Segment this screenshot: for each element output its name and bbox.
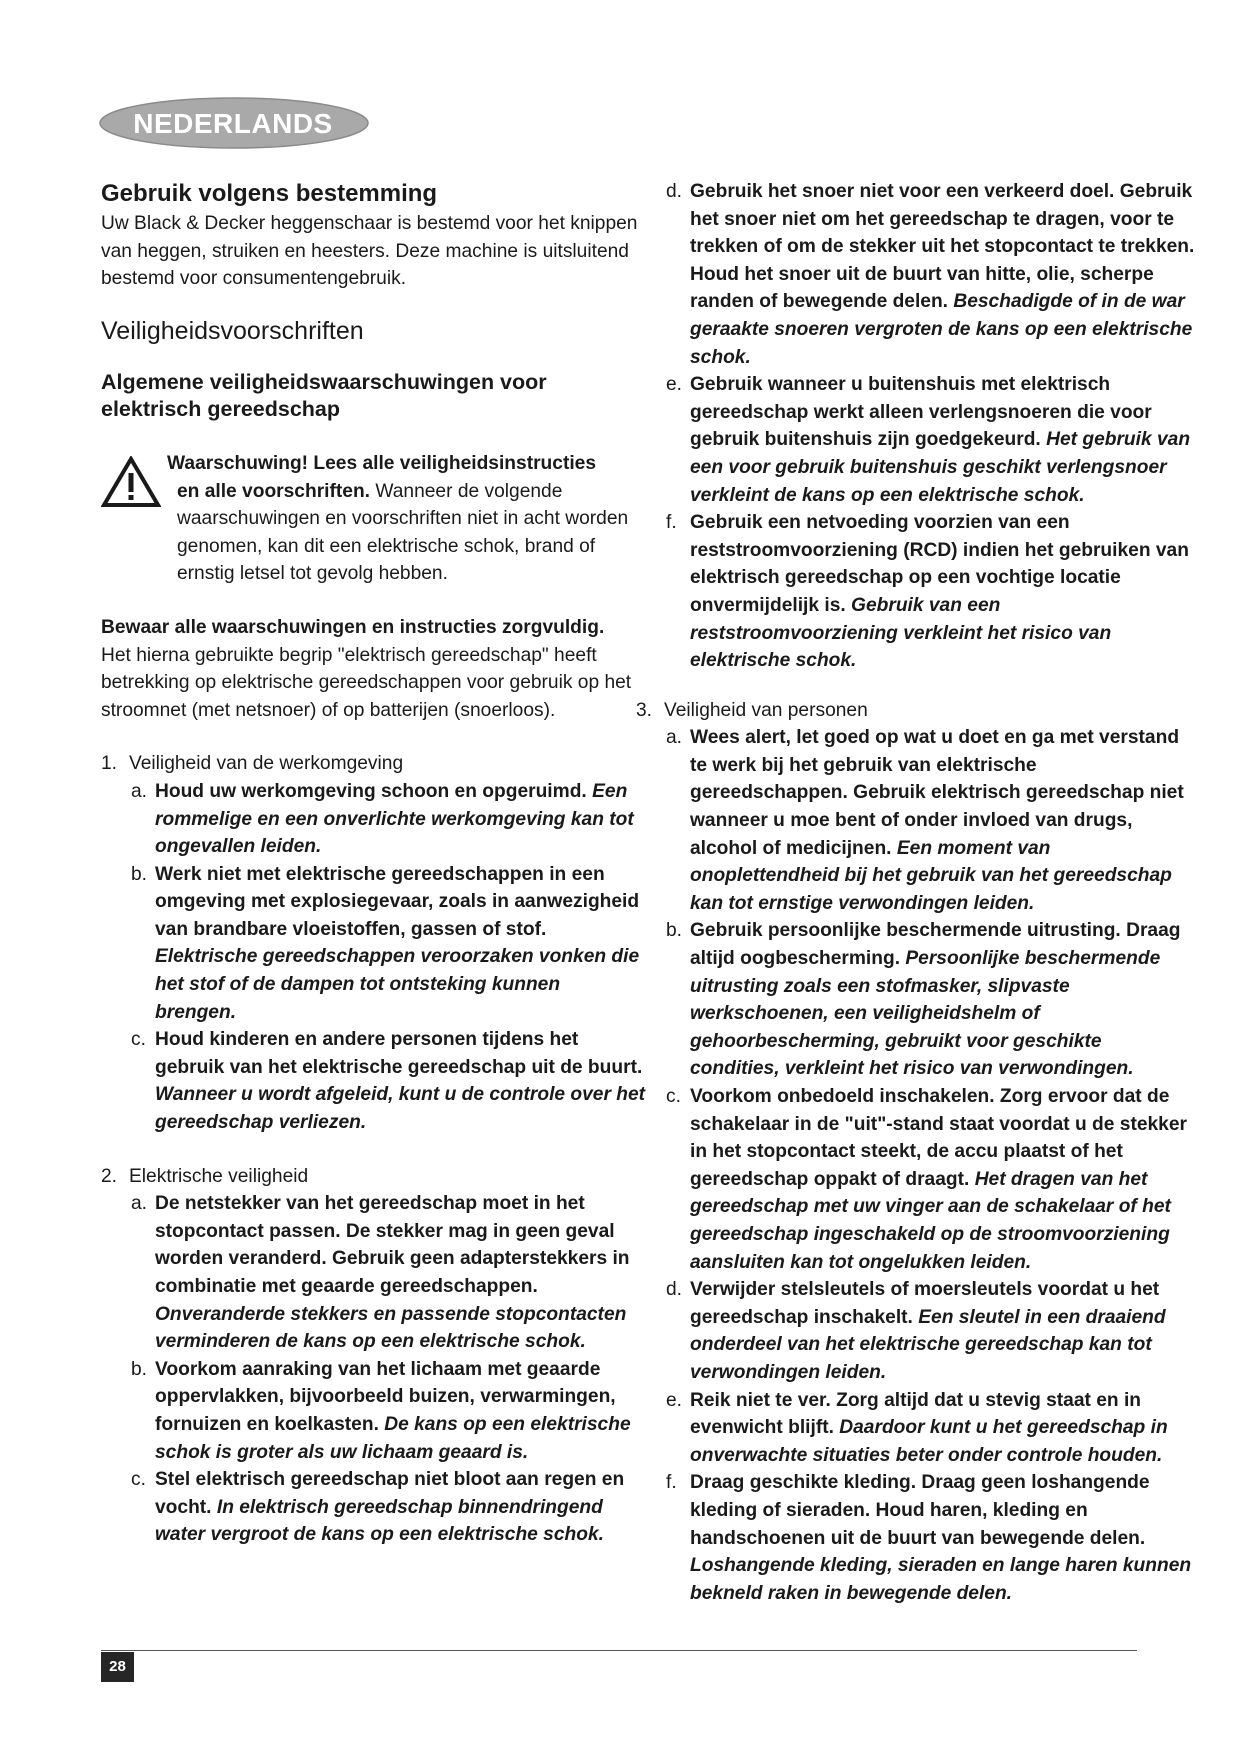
section-3-title: Veiligheid van personen — [664, 699, 868, 721]
item-label: c. — [666, 1086, 681, 1107]
page-number: 28 — [101, 1652, 134, 1682]
section-2-item-d — [636, 178, 1196, 371]
section-2-item-c — [101, 1466, 646, 1549]
item-bold: Stel elektrisch gereedschap niet bloot aan regen en vocht. — [155, 1469, 625, 1518]
item-italic: Persoonlijke beschermende uitrusting zoals een stofmasker, slipvaste werkschoenen, een veiligheidshelm of gehoorbescherming, gebruikt voor geschikte condities, verkleint het risico van verwondingen. — [690, 948, 1161, 1080]
right-column — [636, 178, 1196, 1607]
section-3-item-f — [636, 1469, 1196, 1607]
section-3 — [636, 697, 1196, 725]
section-1-item-a — [101, 778, 646, 861]
warning-bold-2: en alle voorschriften. — [177, 480, 370, 502]
left-column — [101, 178, 646, 1549]
section-3-item-d — [636, 1276, 1196, 1386]
item-bold: Verwijder stelsleutels of moersleutels voordat u het gereedschap inschakelt. — [690, 1279, 1160, 1328]
warning-normal: Wanneer de volgende waarschuwingen en voorschriften niet in acht worden genomen, kan dit een elektrische schok, brand of ernstig letsel tot gevolg hebben. — [177, 480, 629, 585]
item-italic: Wanneer u wordt afgeleid, kunt u de controle over het gereedschap verliezen. — [155, 1084, 646, 1134]
section-1-title: Veiligheid van de werkomgeving — [129, 753, 404, 775]
item-label: a. — [666, 727, 683, 749]
item-label: b. — [131, 863, 148, 885]
keep-instructions-bold: Bewaar alle waarschuwingen en instructies zorgvuldig. — [101, 616, 605, 638]
item-label: e. — [666, 374, 683, 396]
item-bold: Gebruik wanneer u buitenshuis met elektrisch gereedschap werkt alleen verlengsnoeren die voor gebruik buitenshuis zijn goedgekeurd. — [690, 374, 1152, 451]
item-bold: Voorkom onbedoeld inschakelen. Zorg ervoor dat de schakelaar in de "uit"-stand staat voordat u de stekker in het stopcontact steekt, de accu plaatst of het gereedschap oppakt of draagt. — [690, 1086, 1187, 1190]
item-bold: Gebruik een netvoeding voorzien van een reststroomvoorziening (RCD) indien het gebruiken van elektrisch gereedschap op een vochtige locatie onvermijdelijk is. — [690, 512, 1189, 616]
language-badge — [98, 96, 382, 156]
section-2-item-b — [101, 1356, 646, 1466]
warning-text — [167, 450, 646, 588]
item-label: d. — [666, 181, 683, 202]
section-1-item-c — [101, 1026, 646, 1136]
item-label: e. — [666, 1389, 683, 1411]
section-3-number: 3. — [636, 699, 653, 721]
item-bold: Wees alert, let goed op wat u doet en ga met verstand te werk bij het gebruik van elektrische gereedschappen. Gebruik elektrisch gereedschap niet wanneer u moe bent of onder invloed van drugs, alcohol of medicijnen. — [690, 727, 1184, 859]
item-italic: Daardoor kunt u het gereedschap in onverwachte situaties beter onder controle houden. — [690, 1417, 1168, 1466]
section-2 — [101, 1163, 646, 1191]
item-italic: Loshangende kleding, sieraden en lange haren kunnen bekneld raken in bewegende delen. — [690, 1555, 1192, 1604]
safety-title: Veiligheidsvoorschriften — [101, 316, 364, 345]
item-label: a. — [131, 1193, 148, 1215]
item-italic: In elektrisch gereedschap binnendringend water vergroot de kans op een elektrische schok. — [155, 1496, 604, 1546]
section-1-number: 1. — [101, 753, 118, 775]
section-3-item-a — [636, 724, 1196, 917]
item-italic: Een sleutel in een draaiend onderdeel van het elektrische gereedschap kan tot verwondingen leiden. — [690, 1306, 1166, 1383]
item-italic: Gebruik van een reststroomvoorziening verkleint het risico van elektrische schok. — [690, 594, 1112, 672]
section-3-item-e — [636, 1387, 1196, 1470]
section-3-item-b — [636, 917, 1196, 1083]
item-italic: De kans op een elektrische schok is groter als uw lichaam geaard is. — [155, 1413, 631, 1463]
warning-block — [101, 450, 646, 588]
item-bold: Reik niet te ver. Zorg altijd dat u stevig staat en in evenwicht blijft. — [690, 1389, 1142, 1439]
item-label: a. — [131, 780, 148, 802]
item-bold: Houd kinderen en andere personen tijdens het gebruik van het elektrische gereedschap uit de buurt. — [155, 1029, 643, 1078]
item-italic: Een rommelige en een onverlichte werkomgeving kan tot ongevallen leiden. — [155, 780, 634, 858]
item-bold: Draag geschikte kleding. Draag geen loshangende kleding of sieraden. Houd haren, kleding en handschoenen uit de buurt van bewegende delen. — [690, 1472, 1150, 1549]
section-2-item-a — [101, 1190, 646, 1356]
intended-use-text: Uw Black & Decker heggenschaar is bestemd voor het knippen van heggen, struiken en heesters. Deze machine is uitsluitend bestemd voor consumentengebruik. — [101, 213, 638, 290]
item-label: f. — [666, 512, 677, 534]
item-label: b. — [131, 1358, 148, 1380]
item-bold: Werk niet met elektrische gereedschappen in een omgeving met explosiegevaar, zoals in aanwezigheid van brandbare vloeistoffen, gassen of stof. — [155, 863, 640, 940]
item-bold: De netstekker van het gereedschap moet in het stopcontact passen. De stekker mag in geen geval worden veranderd. Gebruik geen adapterstekkers in combinatie met geaarde gereedschappen. — [155, 1193, 630, 1297]
item-italic: Onveranderde stekkers en passende stopcontacten verminderen de kans op een elektrische schok. — [155, 1303, 627, 1353]
warning-triangle-icon — [101, 456, 161, 508]
section-2-title: Elektrische veiligheid — [129, 1165, 309, 1187]
item-italic: Het gebruik van een voor gebruik buitenshuis geschikt verlengsnoer verkleint de kans op een elektrische schok. — [690, 429, 1191, 506]
item-bold: Gebruik het snoer niet voor een verkeerd doel. Gebruik het snoer niet om het gereedschap te dragen, voor te trekken of om de stekker uit het stopcontact te trekken. Houd het snoer uit de buurt van hitte, olie, scherpe randen of bewegende delen. — [690, 181, 1195, 313]
warning-bold-1: Waarschuwing! Lees alle veiligheidsinstructies — [167, 452, 597, 474]
item-italic: Een moment van onoplettendheid bij het gebruik van het gereedschap kan tot ernstige verwondingen leiden. — [690, 837, 1172, 914]
keep-instructions-paragraph — [101, 614, 646, 724]
warning-body — [167, 478, 646, 588]
section-2-item-e — [636, 371, 1196, 509]
item-label: c. — [131, 1029, 146, 1051]
keep-instructions-text: Het hierna gebruikte begrip "elektrisch gereedschap" heeft betrekking op elektrische gereedschappen voor gebruik op het stroomnet (met netsnoer) of op batterijen (snoerloos). — [101, 644, 632, 721]
item-label: d. — [666, 1279, 683, 1301]
item-label: c. — [131, 1469, 146, 1491]
section-1 — [101, 750, 646, 778]
section-2-item-f — [636, 509, 1196, 675]
general-warnings-title: Algemene veiligheidswaarschuwingen voor elektrisch gereedschap — [101, 369, 547, 422]
item-label: f. — [666, 1472, 677, 1494]
item-italic: Het dragen van het gereedschap met uw vinger aan de schakelaar of het gereedschap ingeschakeld op de stroomvoorziening aansluiten kan tot ongelukken leiden. — [690, 1168, 1171, 1273]
item-italic: Beschadigde of in de war geraakte snoeren vergroten de kans op een elektrische schok. — [690, 291, 1193, 368]
item-label: b. — [666, 920, 683, 942]
section-1-item-b — [101, 861, 646, 1027]
language-label: NEDERLANDS — [133, 108, 333, 139]
section-3-item-c — [636, 1083, 1196, 1276]
section-2-number: 2. — [101, 1165, 118, 1187]
item-italic: Elektrische gereedschappen veroorzaken vonken die het stof of de dampen tot ontsteking kunnen brengen. — [155, 946, 640, 1023]
footer-divider — [101, 1650, 1137, 1651]
item-bold: Gebruik persoonlijke beschermende uitrusting. Draag altijd oogbescherming. — [690, 920, 1181, 970]
item-bold: Voorkom aanraking van het lichaam met geaarde oppervlakken, bijvoorbeeld buizen, verwarmingen, fornuizen en koelkasten. — [155, 1358, 616, 1435]
item-bold: Houd uw werkomgeving schoon en opgeruimd. — [155, 780, 587, 802]
intended-use-title: Gebruik volgens bestemming — [101, 180, 438, 207]
